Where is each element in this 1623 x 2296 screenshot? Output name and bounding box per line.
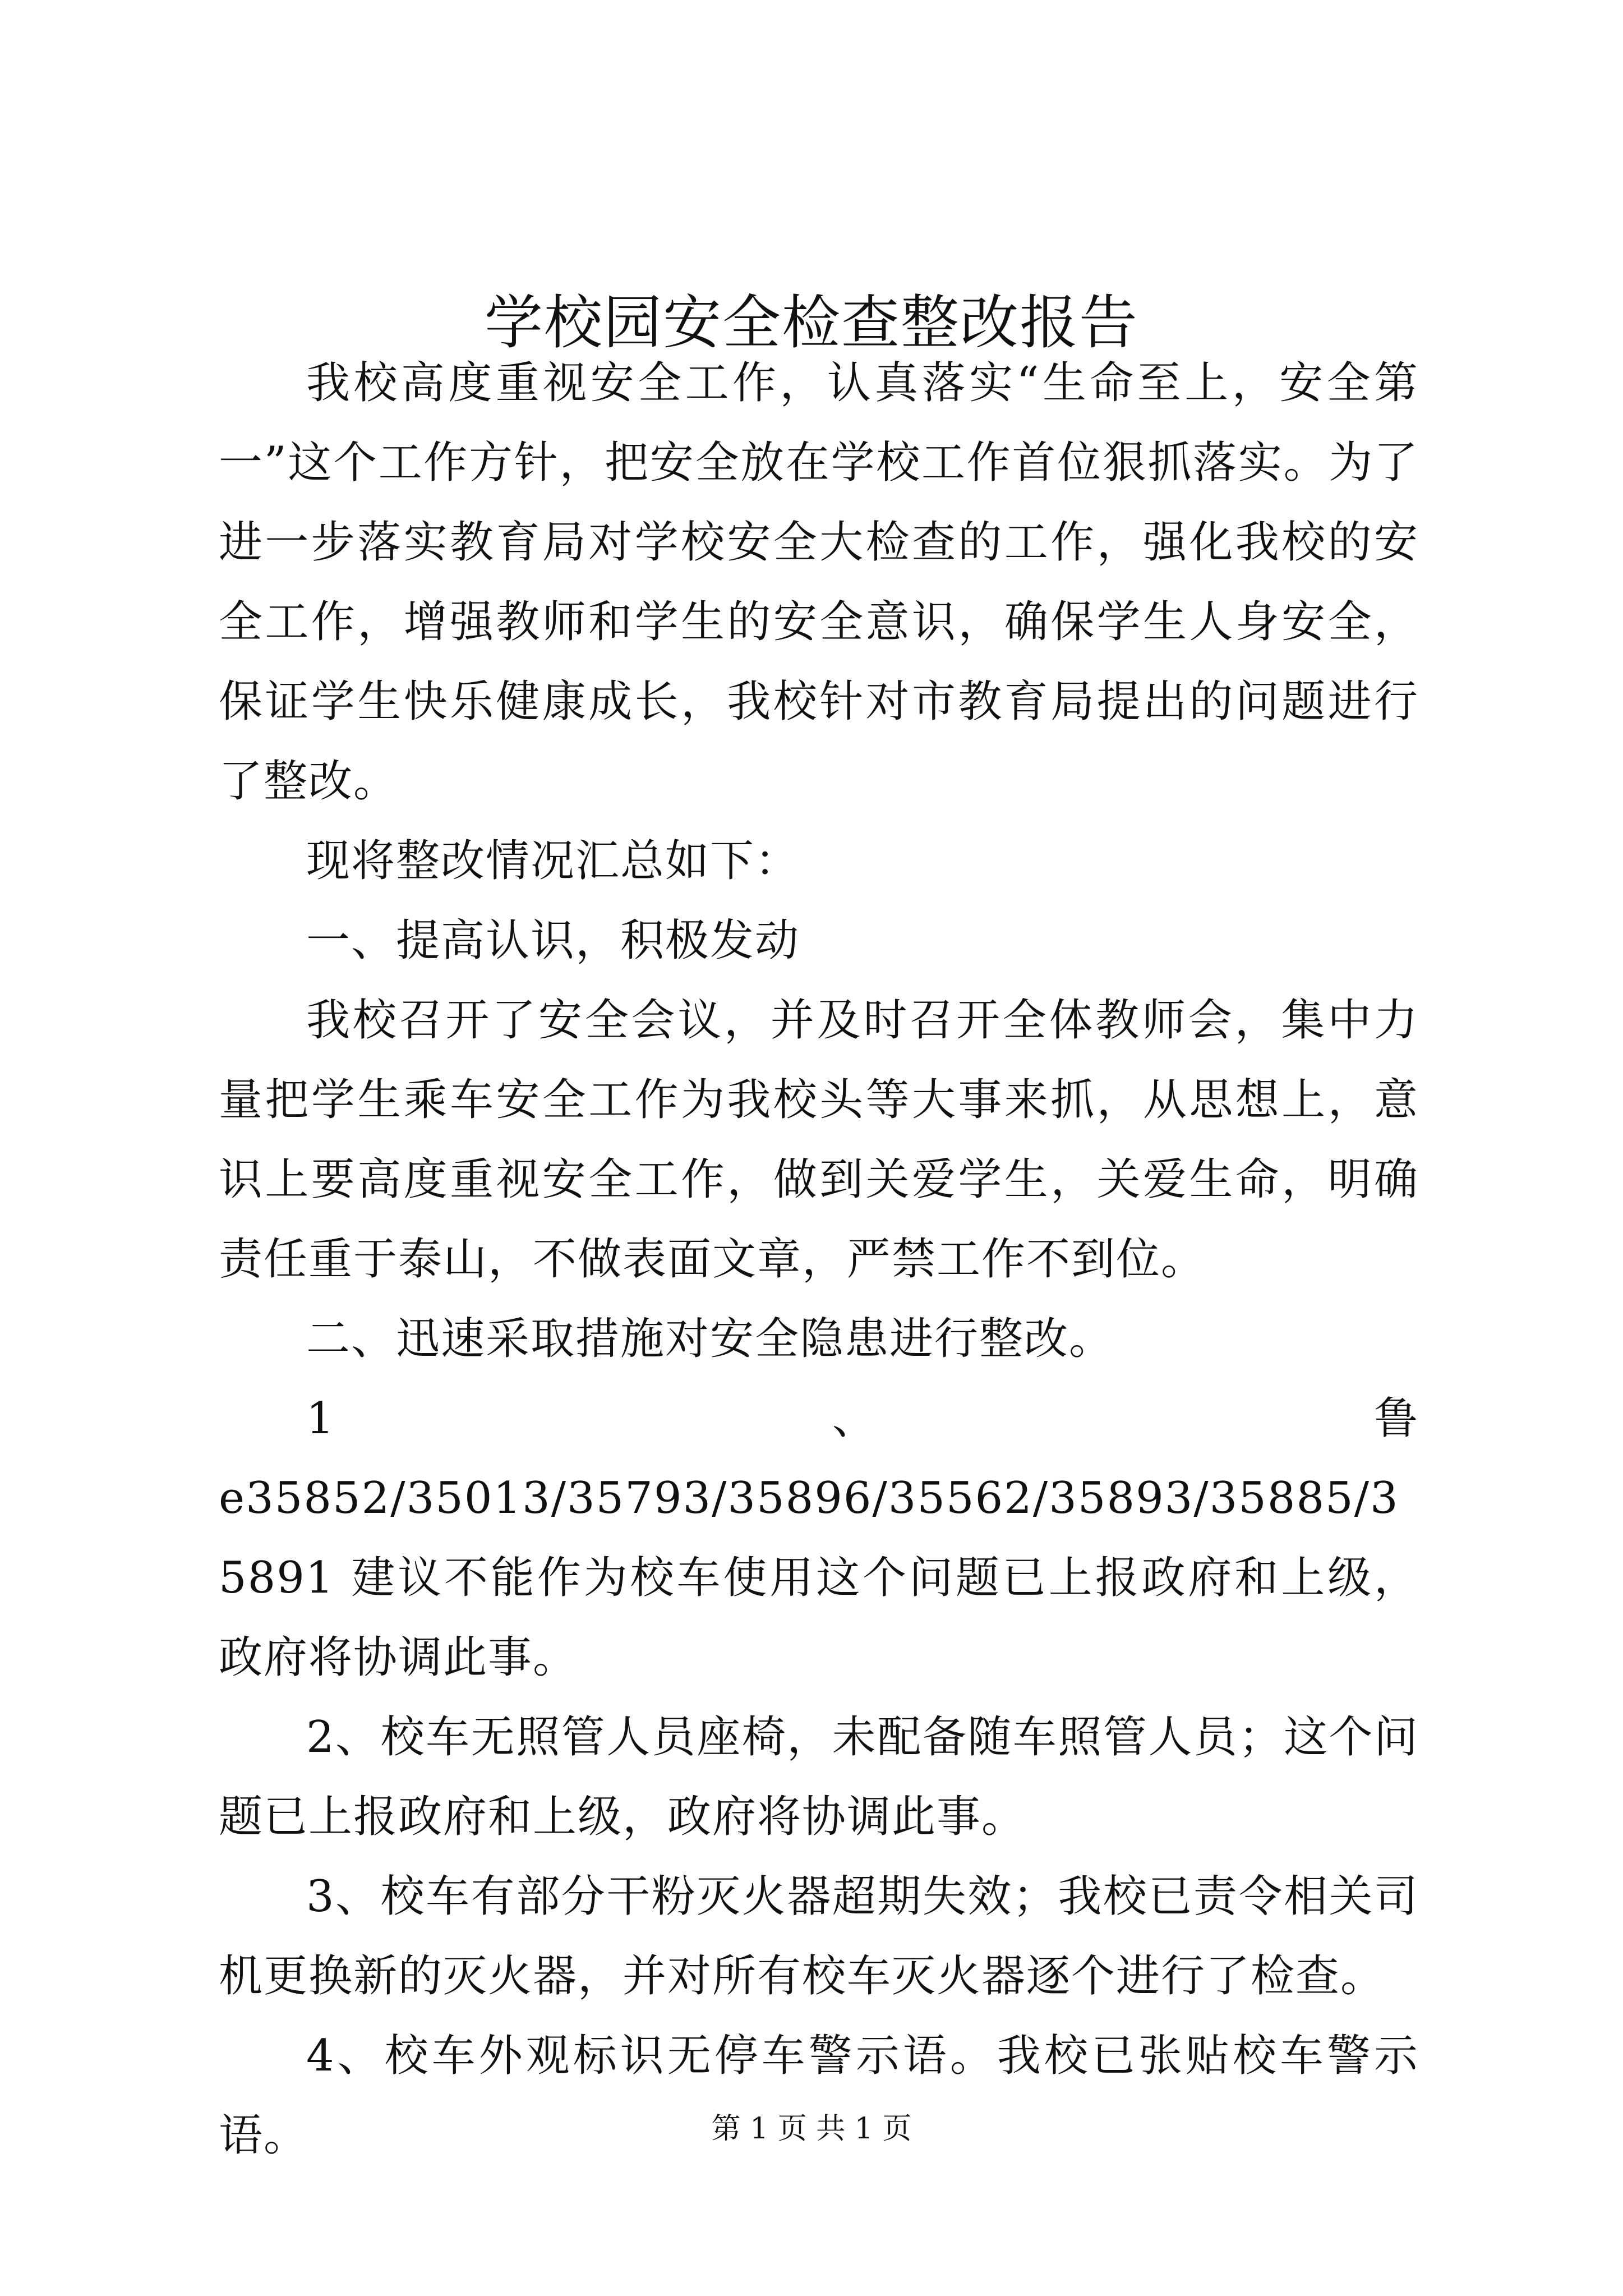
paragraph-section-1: 我校召开了安全会议，并及时召开全体教师会，集中力量把学生乘车安全工作为我校头等大事来抓，从思想上，意识上要高度重视安全工作，做到关爱学生，关爱生命，明确责任重于泰山，不做表面文章，严禁工作不到位。 bbox=[219, 995, 1419, 1285]
list-item-1-lead-char: 鲁 bbox=[1373, 1393, 1419, 1444]
page-footer: 第 1 页 共 1 页 bbox=[711, 2112, 912, 2146]
list-item-1-separator: 、 bbox=[832, 1393, 877, 1444]
section-heading-1: 一、提高认识，积极发动 bbox=[306, 915, 800, 966]
section-heading-2: 二、迅速采取措施对安全隐患进行整改。 bbox=[306, 1314, 1114, 1364]
paragraph-summary: 现将整改情况汇总如下： bbox=[306, 836, 800, 886]
list-item-1-body: e35852/35013/35793/35896/35562/35893/35885/35891 建议不能作为校车使用这个问题已上报政府和上级，政府将协调此事。 bbox=[219, 1473, 1419, 1683]
paragraph-intro: 我校高度重视安全工作，认真落实“生命至上，安全第一”这个工作方针，把安全放在学校工作首位狠抓落实。为了进一步落实教育局对学校安全大检查的工作，强化我校的安全工作，增强教师和学生的安全意识，确保学生人身安全，保证学生快乐健康成长，我校针对市教育局提出的问题进行了整改。 bbox=[219, 358, 1419, 807]
list-item-2: 2、校车无照管人员座椅，未配备随车照管人员；这个问题已上报政府和上级，政府将协调此事。 bbox=[219, 1712, 1419, 1842]
list-item-3: 3、校车有部分干粉灭火器超期失效；我校已责令相关司机更换新的灭火器，并对所有校车灭火器逐个进行了检查。 bbox=[219, 1871, 1419, 2001]
list-item-4: 4、校车外观标识无停车警示语。我校已张贴校车警示语。 bbox=[219, 2031, 1419, 2161]
document-title: 学校园安全检查整改报告 bbox=[484, 288, 1138, 357]
list-item-1-lead bbox=[219, 1379, 1419, 1458]
document-body bbox=[219, 343, 1419, 2175]
list-item-1-number: 1 bbox=[306, 1393, 335, 1444]
